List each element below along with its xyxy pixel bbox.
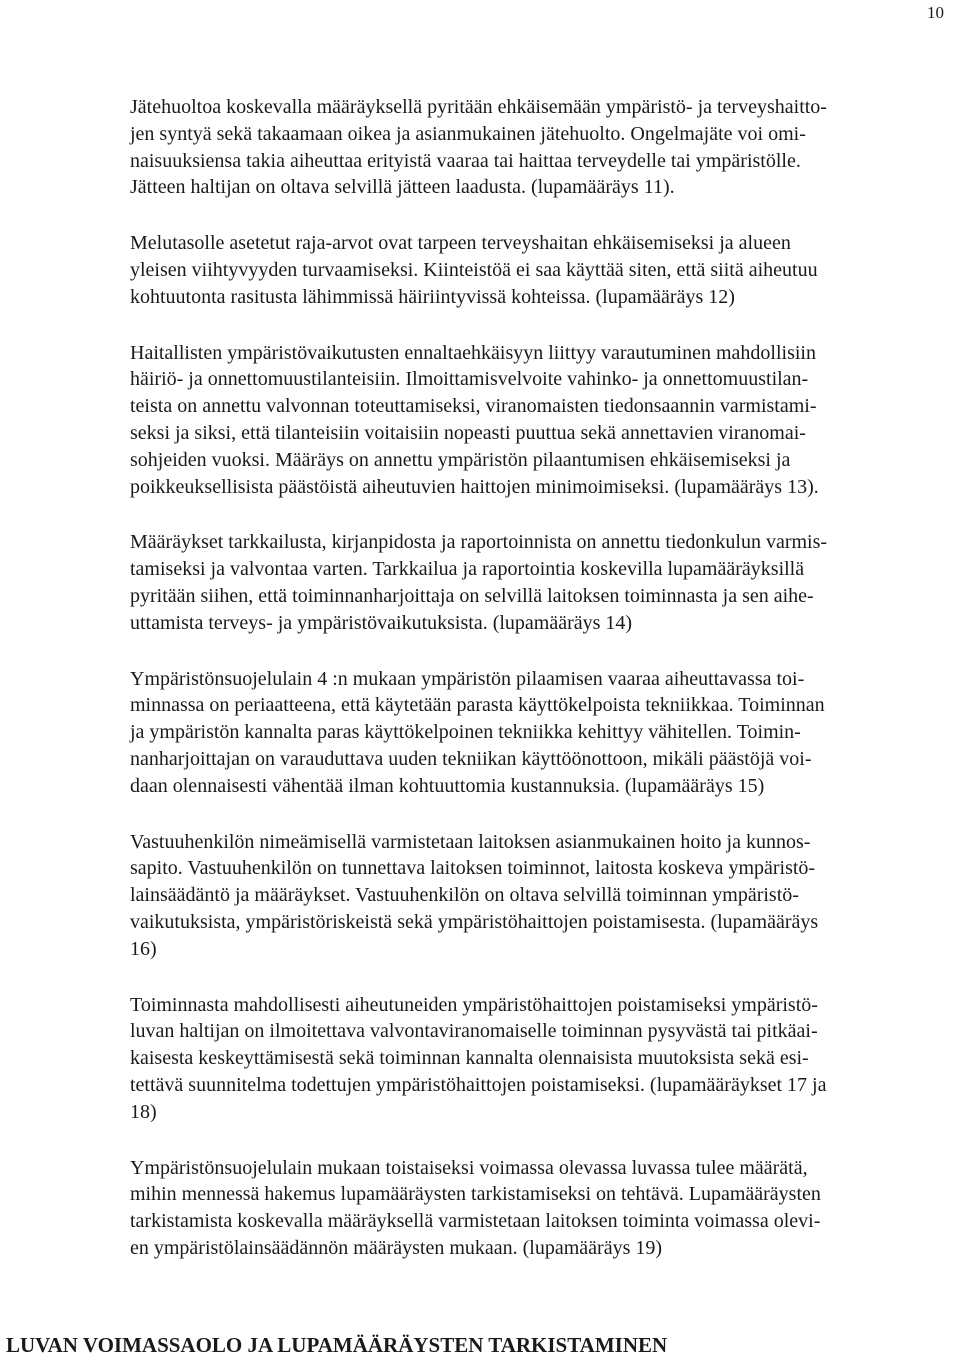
paragraph-line: Toiminnasta mahdollisesti aiheutuneiden ympäristöhaittojen poistamiseksi ympäristö-	[130, 993, 818, 1016]
body-paragraph	[130, 94, 958, 201]
paragraph-line: Määräykset tarkkailusta, kirjanpidosta ja raportoinnista on annettu tiedonkulun varmis-	[130, 531, 828, 554]
paragraph-line: minnassa on periaatteena, että käytetään parasta käyttökelpoista tekniikkaa. Toiminnan	[130, 694, 825, 717]
paragraph-line: Jätteen haltijan on oltava selvillä jätteen laadusta. (lupamääräys 11).	[130, 176, 675, 199]
document-body	[130, 94, 958, 1291]
paragraph-line: sapito. Vastuuhenkilön on tunnettava laitoksen toiminnot, laitosta koskeva ympäristö-	[130, 857, 816, 880]
body-paragraph	[130, 340, 958, 501]
paragraph-line: nanharjoittajan on varauduttava uuden tekniikan käyttöönottoon, mikäli päästöjä voi-	[130, 747, 812, 770]
paragraph-line: kaisesta keskeyttämisestä sekä toiminnan kannalta olennaisista muutoksista sekä esi-	[130, 1047, 809, 1070]
paragraph-line: tarkistamista koskevalla määräyksellä varmistetaan laitoksen toiminta voimassa olevi-	[130, 1210, 821, 1233]
paragraph-line: Haitallisten ympäristövaikutusten ennaltaehkäisyyn liittyy varautuminen mahdollisiin	[130, 341, 816, 364]
paragraph-line: sohjeiden vuoksi. Määräys on annettu ympäristön pilaantumisen ehkäisemiseksi ja	[130, 448, 791, 471]
paragraph-line: lainsäädäntö ja määräykset. Vastuuhenkilön on oltava selvillä toiminnan ympäristö-	[130, 884, 799, 907]
section-heading: LUVAN VOIMASSAOLO JA LUPAMÄÄRÄYSTEN TARKISTAMINEN	[6, 1333, 668, 1357]
body-paragraph	[130, 529, 958, 636]
body-paragraph	[130, 230, 958, 310]
paragraph-line: poikkeuksellisista päästöistä aiheutuvien haittojen minimoimiseksi. (lupamääräys 13).	[130, 475, 819, 498]
paragraph-line: mihin mennessä hakemus lupamääräysten tarkistamiseksi on tehtävä. Lupamääräysten	[130, 1183, 821, 1206]
paragraph-line: Ympäristönsuojelulain mukaan toistaiseksi voimassa olevassa luvassa tulee määrätä,	[130, 1156, 808, 1179]
paragraph-line: naisuuksiensa takia aiheuttaa erityistä vaaraa tai haittaa terveydelle tai ympäristölle.	[130, 149, 801, 172]
paragraph-line: en ympäristölainsäädännön määräysten mukaan. (lupamääräys 19)	[130, 1236, 663, 1259]
paragraph-line: häiriö- ja onnettomuustilanteisiin. Ilmoittamisvelvoite vahinko- ja onnettomuustilan-	[130, 368, 809, 391]
paragraph-line: Vastuuhenkilön nimeämisellä varmistetaan laitoksen asianmukainen hoito ja kunnos-	[130, 830, 811, 853]
paragraph-line: vaikutuksista, ympäristöriskeistä sekä ympäristöhaittojen poistamisesta. (lupamääräys	[130, 910, 819, 933]
paragraph-line: Jätehuoltoa koskevalla määräyksellä pyritään ehkäisemään ympäristö- ja terveyshaitto-	[130, 96, 827, 118]
paragraph-line: tettävä suunnitelma todettujen ympäristöhaittojen poistamiseksi. (lupamääräykset 17 ja	[130, 1073, 827, 1096]
paragraph-line: 18)	[130, 1100, 157, 1123]
paragraph-line: yleisen viihtyvyyden turvaamiseksi. Kiinteistöä ei saa käyttää siten, että siitä aiheutuu	[130, 258, 818, 281]
paragraph-line: daan olennaisesti vähentää ilman kohtuuttomia kustannuksia. (lupamääräys 15)	[130, 774, 765, 797]
paragraph-line: luvan haltijan on ilmoitettava valvontaviranomaiselle toiminnan pysyvästä tai pitkäai-	[130, 1020, 818, 1043]
paragraph-line: pyritään siihen, että toiminnanharjoittaja on selvillä laitoksen toiminnasta ja sen aihe-	[130, 584, 814, 607]
paragraph-line: teista on annettu valvonnan toteuttamiseksi, viranomaisten tiedonsaannin varmistami-	[130, 395, 817, 418]
page-number: 10	[927, 3, 944, 22]
paragraph-line: 16)	[130, 937, 157, 960]
body-paragraph	[130, 992, 958, 1126]
paragraph-line: jen syntyä sekä takaamaan oikea ja asianmukainen jätehuolto. Ongelmajäte voi omi-	[130, 122, 806, 145]
body-paragraph	[130, 666, 958, 800]
body-paragraph	[130, 829, 958, 963]
paragraph-line: tamiseksi ja valvontaa varten. Tarkkailua ja raportointia koskevilla lupamääräyksillä	[130, 558, 805, 581]
paragraph-line: Melutasolle asetetut raja-arvot ovat tarpeen terveyshaitan ehkäisemiseksi ja alueen	[130, 232, 791, 255]
paragraph-line: ja ympäristön kannalta paras käyttökelpoinen tekniikka kehittyy vähitellen. Toimin-	[130, 721, 801, 744]
paragraph-line: uttamista terveys- ja ympäristövaikutuksista. (lupamääräys 14)	[130, 611, 633, 634]
paragraph-line: Ympäristönsuojelulain 4 :n mukaan ympäristön pilaamisen vaaraa aiheuttavassa toi-	[130, 667, 805, 690]
paragraph-line: kohtuutonta rasitusta lähimmissä häiriintyvissä kohteissa. (lupamääräys 12)	[130, 285, 735, 308]
body-paragraph	[130, 1155, 958, 1262]
paragraph-line: seksi ja siksi, että tilanteisiin voitaisiin nopeasti puuttua sekä annettavien viranomai-	[130, 421, 806, 444]
